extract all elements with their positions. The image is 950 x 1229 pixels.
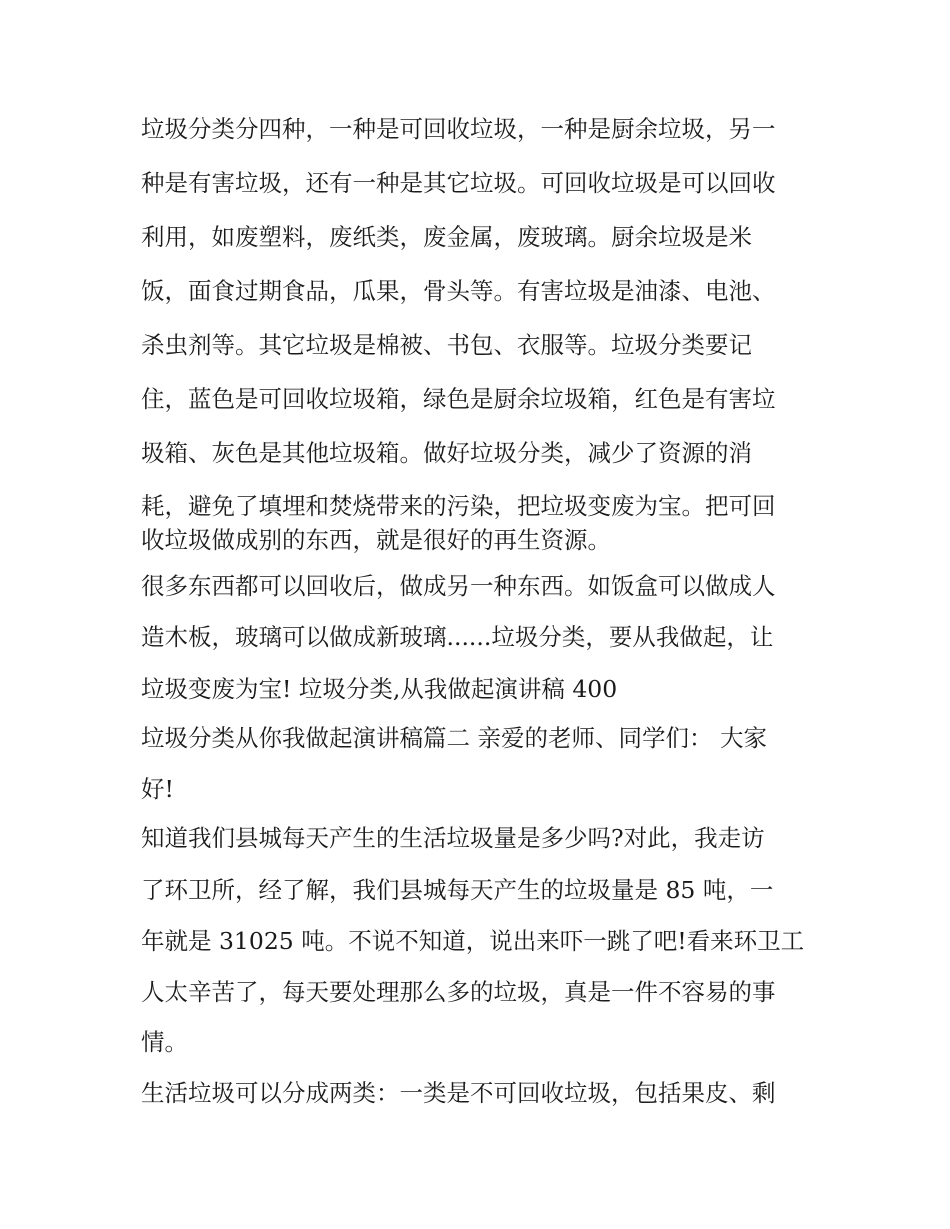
text-line: 知道我们县城每天产生的生活垃圾量是多少吗?对此，我走访: [141, 824, 765, 852]
text-line: 种是有害垃圾，还有一种是其它垃圾。可回收垃圾是可以回收: [141, 169, 776, 197]
text-line: 收垃圾做成别的东西，就是很好的再生资源。: [141, 526, 611, 554]
text-line: 饭，面食过期食品，瓜果，骨头等。有害垃圾是油漆、电池、: [141, 277, 776, 305]
text-line: 情。: [141, 1028, 188, 1056]
text-line: 垃圾分类从你我做起演讲稿篇二 亲爱的老师、同学们： 大家: [141, 724, 767, 752]
text-line: 生活垃圾可以分成两类：一类是不可回收垃圾，包括果皮、剩: [141, 1079, 776, 1107]
text-line: 好!: [141, 775, 174, 803]
text-line: 垃圾分类分四种，一种是可回收垃圾，一种是厨余垃圾，另一: [141, 115, 776, 143]
text-line: 杀虫剂等。其它垃圾是棉被、书包、衣服等。垃圾分类要记: [141, 331, 752, 359]
text-line: 垃圾变废为宝! 垃圾分类,从我做起演讲稿 400: [141, 675, 618, 703]
text-line: 耗，避免了填埋和焚烧带来的污染，把垃圾变废为宝。把可回: [141, 492, 776, 520]
text-line: 了环卫所，经了解，我们县城每天产生的垃圾量是 85 吨，一: [141, 876, 774, 904]
text-line: 利用，如废塑料，废纸类，废金属，废玻璃。厨余垃圾是米: [141, 223, 752, 251]
text-line: 很多东西都可以回收后，做成另一种东西。如饭盒可以做成人: [141, 572, 776, 600]
text-line: 住，蓝色是可回收垃圾箱，绿色是厨余垃圾箱，红色是有害垃: [141, 385, 776, 413]
text-line: 造木板，玻璃可以做成新玻璃......垃圾分类，要从我做起，让: [141, 623, 774, 651]
text-line: 圾箱、灰色是其他垃圾箱。做好垃圾分类，减少了资源的消: [141, 439, 752, 467]
text-line: 年就是 31025 吨。不说不知道，说出来吓一跳了吧!看来环卫工: [141, 927, 805, 955]
text-line: 人太辛苦了，每天要处理那么多的垃圾，真是一件不容易的事: [141, 978, 776, 1006]
